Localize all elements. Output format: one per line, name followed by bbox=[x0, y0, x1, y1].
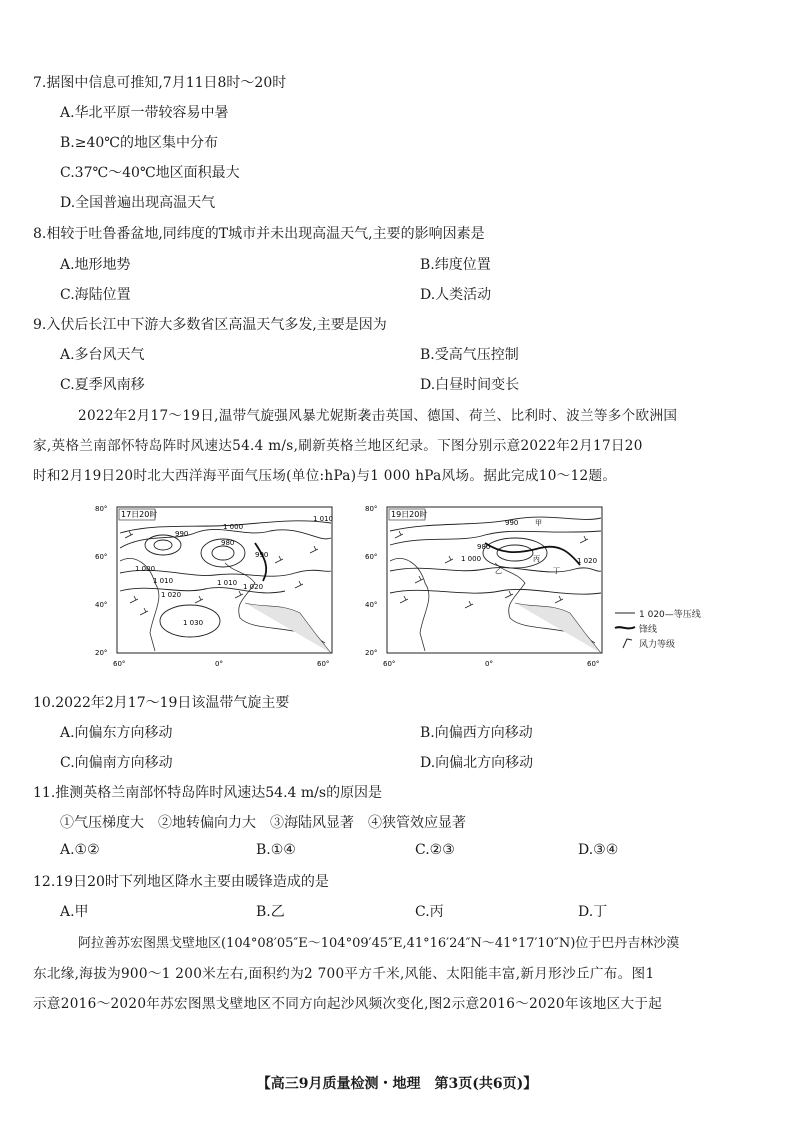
pressure-map-17 bbox=[95, 503, 355, 668]
coastline bbox=[390, 558, 429, 651]
time-label: 17日20时 bbox=[121, 510, 158, 519]
isobar bbox=[212, 546, 234, 560]
place-label: 甲 bbox=[535, 519, 542, 527]
isobar-label: 1 020 bbox=[243, 583, 264, 591]
lat-label: 20° bbox=[95, 649, 108, 657]
isobar-label: 1 010 bbox=[153, 577, 174, 585]
lon-label: 60° bbox=[587, 660, 600, 668]
q10-option-d: D.向偏北方向移动 bbox=[420, 755, 534, 771]
material1-line1: 2022年2月17～19日,温带气旋强风暴尤妮斯袭击英国、德国、荷兰、比利时、波兰等多个欧洲国 bbox=[78, 408, 678, 424]
material1-line2: 家,英格兰南部怀特岛阵时风速达54.4 m/s,刷新英格兰地区纪录。下图分别示意2022年2月17日20 bbox=[33, 438, 643, 454]
legend-isobar-label: 1 020—等压线 bbox=[639, 610, 701, 620]
lat-label: 80° bbox=[95, 505, 108, 513]
lon-label: 60° bbox=[383, 660, 396, 668]
land bbox=[515, 603, 601, 653]
isobar-label: 1 000 bbox=[461, 555, 482, 563]
q11-option-c: C.②③ bbox=[415, 842, 455, 858]
isobar-label: 990 bbox=[505, 519, 519, 527]
q7-option-b: B.≥40℃的地区集中分布 bbox=[60, 135, 218, 151]
q11-stem: 11.推测英格兰南部怀特岛阵时风速达54.4 m/s的原因是 bbox=[33, 785, 383, 801]
q12-option-c: C.丙 bbox=[415, 904, 444, 920]
isobar-label: 990 bbox=[175, 530, 189, 538]
q7-option-d: D.全国普遍出现高温天气 bbox=[60, 195, 216, 211]
q11-option-a: A.①② bbox=[60, 842, 100, 858]
q10-option-b: B.向偏西方向移动 bbox=[420, 725, 533, 741]
material2-line1: 阿拉善苏宏图黑戈壁地区(104°08′05″E～104°09′45″E,41°16′24″N～41°17′10″N)位于巴丹吉林沙漠 bbox=[78, 936, 680, 951]
page-footer: 【高三9月质量检测・地理 第3页(共6页)】 bbox=[256, 1076, 538, 1092]
lat-label: 80° bbox=[365, 505, 378, 513]
q10-option-c: C.向偏南方向移动 bbox=[60, 755, 173, 771]
material2-line3: 示意2016～2020年苏宏图黑戈壁地区不同方向起沙风频次变化,图2示意2016～2020年该地区大于起 bbox=[33, 996, 663, 1012]
q9-option-b: B.受高气压控制 bbox=[420, 347, 519, 363]
isobar-label: 990 bbox=[255, 551, 269, 559]
place-label: 乙 bbox=[495, 567, 502, 575]
lat-label: 20° bbox=[365, 649, 378, 657]
isobar-label: 1 010 bbox=[217, 579, 238, 587]
q8-option-c: C.海陆位置 bbox=[60, 287, 131, 303]
q9-option-d: D.白昼时间变长 bbox=[420, 377, 520, 393]
time-label: 19日20时 bbox=[391, 510, 428, 519]
lat-label: 60° bbox=[95, 553, 108, 561]
q12-option-b: B.乙 bbox=[256, 904, 285, 920]
place-label: 丁 bbox=[553, 567, 560, 575]
q11-items: ①气压梯度大 ②地转偏向力大 ③海陆风显著 ④狭管效应显著 bbox=[60, 815, 466, 831]
q8-option-d: D.人类活动 bbox=[420, 287, 492, 303]
isobar bbox=[390, 531, 601, 545]
isobar-label: 1 000 bbox=[135, 565, 156, 573]
q11-option-b: B.①④ bbox=[256, 842, 296, 858]
q9-option-c: C.夏季风南移 bbox=[60, 377, 145, 393]
isobar-label: 1 020 bbox=[577, 557, 598, 565]
legend-front-label: 锋线 bbox=[639, 625, 658, 635]
lon-label: 60° bbox=[113, 660, 126, 668]
q7-stem: 7.据图中信息可推知,7月11日8时～20时 bbox=[33, 75, 287, 91]
isobar bbox=[390, 589, 601, 594]
isobar-label: 1 030 bbox=[183, 619, 204, 627]
q10-option-a: A.向偏东方向移动 bbox=[60, 725, 173, 741]
lon-label: 0° bbox=[485, 660, 493, 668]
place-label: 丙 bbox=[533, 555, 540, 563]
land bbox=[245, 603, 331, 653]
isobar-label: 1 000 bbox=[223, 523, 244, 531]
lon-label: 0° bbox=[215, 660, 223, 668]
isobar-label: 1 020 bbox=[161, 591, 182, 599]
lat-label: 60° bbox=[365, 553, 378, 561]
q9-stem: 9.入伏后长江中下游大多数省区高温天气多发,主要是因为 bbox=[33, 317, 387, 333]
material2-line2: 东北缘,海拔为900～1 200米左右,面积约为2 700平方千米,风能、太阳能丰富,新月形沙丘广布。图1 bbox=[33, 966, 655, 982]
q7-option-a: A.华北平原一带较容易中暑 bbox=[60, 105, 229, 121]
isobar-label: 980 bbox=[221, 539, 235, 547]
q10-stem: 10.2022年2月17～19日该温带气旋主要 bbox=[33, 695, 290, 711]
isobar-label: 1 010 bbox=[313, 515, 334, 523]
q8-option-b: B.纬度位置 bbox=[420, 257, 491, 273]
legend-wind-label: 风力等级 bbox=[639, 640, 676, 650]
pressure-map-19 bbox=[365, 503, 615, 668]
q8-stem: 8.相较于吐鲁番盆地,同纬度的T城市并未出现高温天气,主要的影响因素是 bbox=[33, 226, 485, 242]
q8-option-a: A.地形地势 bbox=[60, 257, 131, 273]
lon-label: 60° bbox=[317, 660, 330, 668]
q11-option-d: D.③④ bbox=[578, 842, 619, 858]
isobar bbox=[154, 540, 172, 550]
q12-option-a: A.甲 bbox=[60, 904, 89, 920]
q9-option-a: A.多台风天气 bbox=[60, 347, 145, 363]
q7-option-c: C.37℃～40℃地区面积最大 bbox=[60, 165, 240, 181]
lat-label: 40° bbox=[365, 601, 378, 609]
q12-option-d: D.丁 bbox=[578, 904, 608, 920]
lat-label: 40° bbox=[95, 601, 108, 609]
q12-stem: 12.19日20时下列地区降水主要由暖锋造成的是 bbox=[33, 874, 329, 890]
material1-line3: 时和2月19日20时北大西洋海平面气压场(单位:hPa)与1 000 hPa风场。据此完成10～12题。 bbox=[33, 468, 617, 484]
isobar-label: 980 bbox=[477, 543, 491, 551]
